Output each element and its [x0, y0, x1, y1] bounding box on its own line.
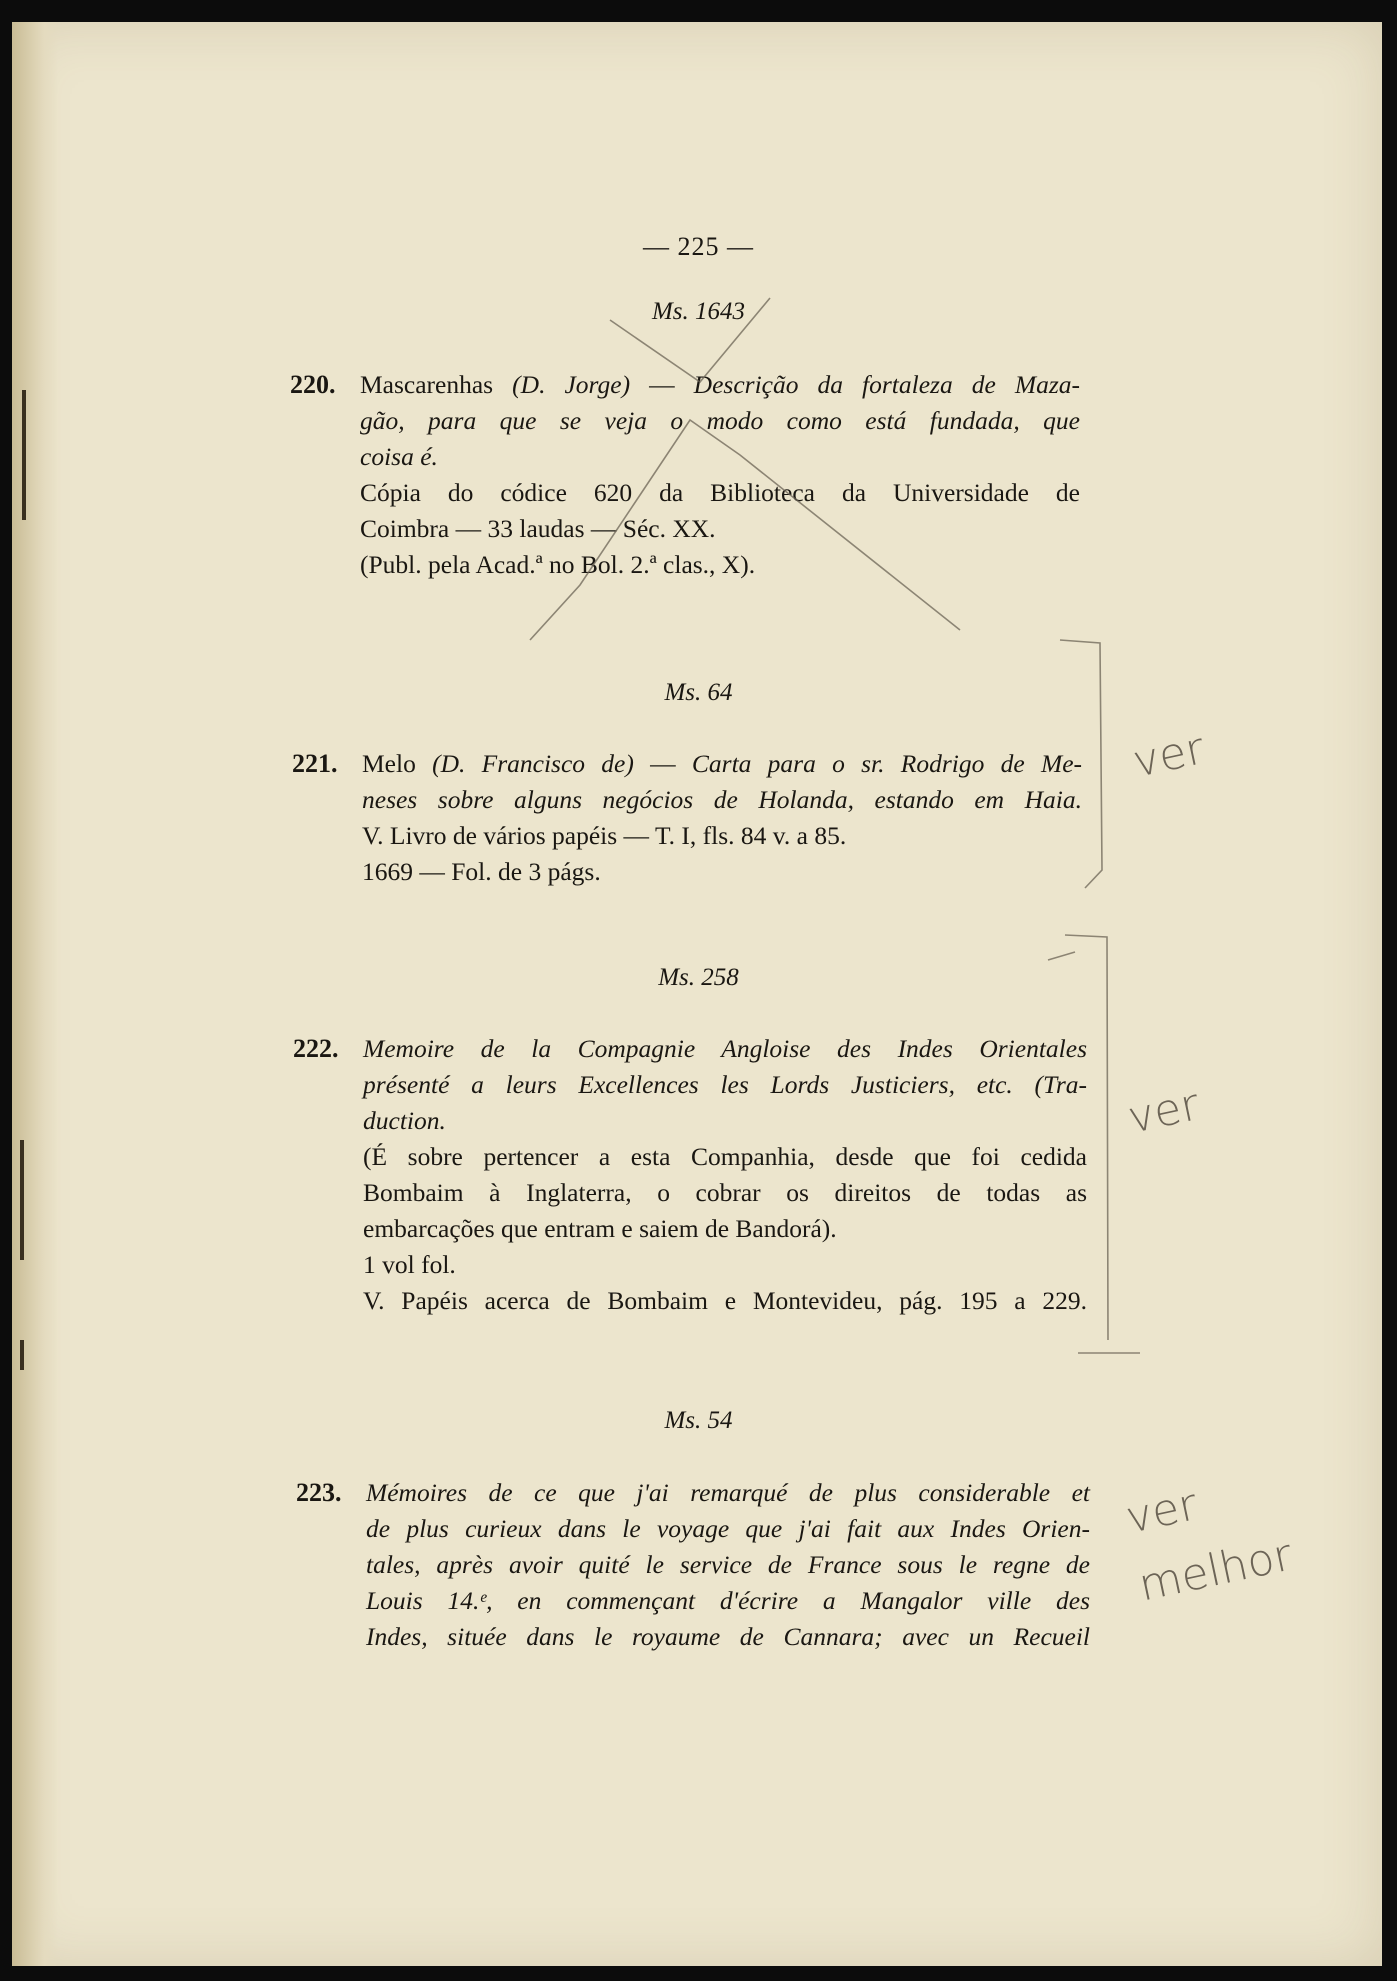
- pencil-stroke: [530, 420, 960, 640]
- entry-number: 220.: [290, 370, 336, 399]
- entry-title: gão, para que se veja o modo como está fundada, que: [360, 406, 1080, 435]
- entry-note: embarcações que entram e saiem de Bandorá).: [363, 1214, 837, 1243]
- entry-note: 1669 — Fol. de 3 págs.: [362, 857, 601, 886]
- ms-heading: Ms. 64: [664, 679, 733, 706]
- pencil-cross-mark: [610, 298, 770, 382]
- entry-note: Coimbra — 33 laudas — Séc. XX.: [360, 514, 716, 543]
- entry-title: coisa é.: [360, 442, 438, 471]
- entry-number: 221.: [292, 749, 338, 778]
- ms-heading: Ms. 258: [658, 964, 739, 991]
- entry-author: Mascarenhas: [360, 370, 494, 399]
- handwritten-note: ver: [1121, 1479, 1202, 1544]
- entry-title: présenté a leurs Excellences les Lords Justiciers, etc. (Tra-: [363, 1070, 1087, 1099]
- entry-note: V. Livro de vários papéis — T. I, fls. 84 v. a 85.: [362, 821, 847, 850]
- entry-number: 223.: [296, 1478, 342, 1507]
- entry-note: 1 vol fol.: [363, 1250, 456, 1279]
- entry-title: Louis 14.ᵉ, en commençant d'écrire a Mangalor ville des: [366, 1586, 1090, 1615]
- entry-title: duction.: [363, 1106, 446, 1135]
- entry-separator: —: [633, 749, 692, 778]
- entry-title: Memoire de la Compagnie Angloise des Indes Orientales: [363, 1034, 1087, 1063]
- entry-author-detail: (D. Francisco de): [432, 749, 634, 778]
- entry-separator: —: [630, 370, 694, 399]
- entry-note: Cópia do códice 620 da Biblioteca da Universidade de: [360, 478, 1080, 507]
- entry-author: Melo: [362, 749, 416, 778]
- ms-heading: Ms. 54: [664, 1407, 733, 1434]
- entry-title: tales, après avoir quité le service de France sous le regne de: [366, 1550, 1090, 1579]
- handwritten-note: melhor: [1134, 1529, 1297, 1612]
- entry-note: Bombaim à Inglaterra, o cobrar os direitos de todas as: [363, 1178, 1087, 1207]
- entry-title: Indes, située dans le royaume de Cannara; avec un Recueil: [366, 1622, 1090, 1651]
- pencil-bracket: [1065, 935, 1108, 1340]
- entry-author-detail: (D. Jorge): [512, 370, 631, 399]
- pencil-stroke: [1048, 952, 1075, 960]
- page-number: — 225 —: [643, 232, 754, 261]
- entry-note: (Publ. pela Acad.ª no Bol. 2.ª clas., X).: [360, 550, 756, 579]
- entry-note: V. Papéis acerca de Bombaim e Montevideu, pág. 195 a 229.: [363, 1286, 1087, 1315]
- entry-number: 222.: [293, 1034, 339, 1063]
- entry-title: de plus curieux dans le voyage que j'ai fait aux Indes Orien-: [366, 1514, 1090, 1543]
- entry-title: neses sobre alguns negócios de Holanda, estando em Haia.: [362, 785, 1082, 814]
- handwritten-note: ver: [1128, 723, 1209, 788]
- entry-title: Descrição da fortaleza de Maza-: [693, 370, 1081, 399]
- entry-title: Mémoires de ce que j'ai remarqué de plus considerable et: [366, 1478, 1090, 1507]
- entry-note: (É sobre pertencer a esta Companhia, desde que foi cedida: [363, 1142, 1087, 1171]
- ms-heading: Ms. 1643: [651, 298, 746, 325]
- entry-title: Carta para o sr. Rodrigo de Me-: [691, 749, 1082, 778]
- pencil-bracket: [1060, 640, 1102, 888]
- handwritten-note: ver: [1123, 1079, 1204, 1144]
